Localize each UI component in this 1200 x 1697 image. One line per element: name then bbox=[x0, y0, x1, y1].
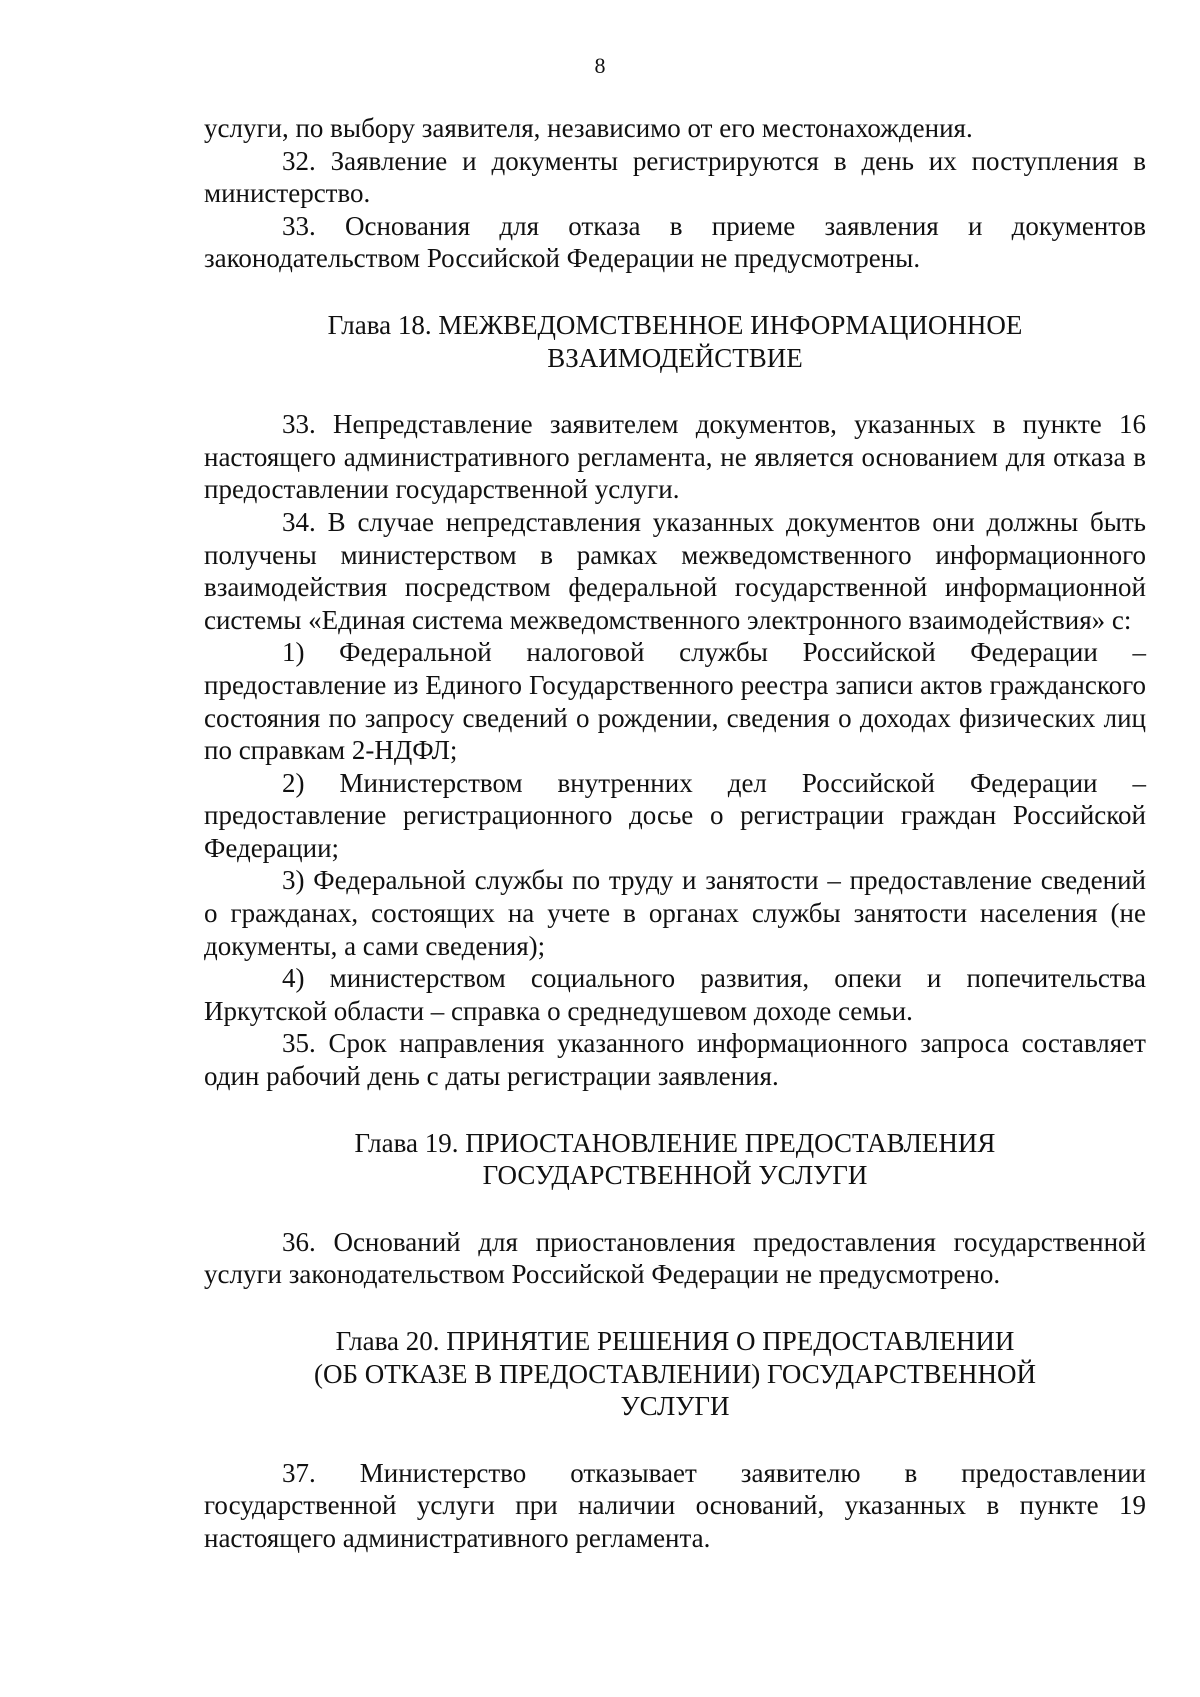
paragraph: 4) министерством социального развития, опеки и попечительства Иркутской области – справка о среднедушевом доходе семьи. bbox=[204, 963, 1146, 1026]
paragraph: услуги, по выбору заявителя, независимо от его местонахождения. bbox=[204, 113, 973, 143]
paragraph: 34. В случае непредставления указанных документов они должны быть получены министерством в рамках межведомственного информационного взаимодействия посредством федеральной государственной информационной системы «Единая система межведомственного электронного взаимодействия» с: bbox=[204, 506, 1146, 635]
chapter-heading-line: (ОБ ОТКАЗЕ В ПРЕДОСТАВЛЕНИИ) ГОСУДАРСТВЕННОЙ bbox=[313, 1358, 1037, 1389]
document-body bbox=[204, 112, 1146, 1555]
paragraph: 35. Срок направления указанного информационного запроса составляет один рабочий день с даты регистрации заявления. bbox=[204, 1028, 1146, 1092]
page-number: 8 bbox=[594, 53, 606, 78]
paragraph: 1) Федеральной налоговой службы Российской Федерации – предоставление из Единого Государственного реестра записи актов гражданского состояния по запросу сведений о рождении, сведения о доходах физических лиц по справкам 2-НДФЛ; bbox=[204, 637, 1146, 766]
chapter-heading-line: Глава 18. МЕЖВЕДОМСТВЕННОЕ ИНФОРМАЦИОННОЕ bbox=[327, 309, 1023, 340]
chapter-heading-line: Глава 20. ПРИНЯТИЕ РЕШЕНИЯ О ПРЕДОСТАВЛЕНИИ bbox=[335, 1326, 1015, 1356]
chapter-heading-line: УСЛУГИ bbox=[620, 1391, 730, 1422]
paragraph: 37. Министерство отказывает заявителю в предоставлении государственной услуги при наличии оснований, указанных в пункте 19 настоящего административного регламента. bbox=[204, 1457, 1146, 1553]
chapter-heading bbox=[204, 1325, 1146, 1423]
paragraph: 33. Основания для отказа в приеме заявления и документов законодательством Российской Федерации не предусмотрены. bbox=[204, 210, 1146, 274]
paragraph: 36. Оснований для приостановления предоставления государственной услуги законодательством Российской Федерации не предусмотрено. bbox=[204, 1226, 1146, 1290]
chapter-heading bbox=[204, 309, 1146, 374]
chapter-heading-line: Глава 19. ПРИОСТАНОВЛЕНИЕ ПРЕДОСТАВЛЕНИЯ bbox=[354, 1127, 996, 1158]
paragraph: 3) Федеральной службы по труду и занятости – предоставление сведений о гражданах, состоящих на учете в органах службы занятости населения (не документы, а сами сведения); bbox=[204, 865, 1146, 961]
chapter-heading bbox=[204, 1127, 1146, 1192]
paragraph: 32. Заявление и документы регистрируются в день их поступления в министерство. bbox=[204, 145, 1146, 209]
paragraph: 33. Непредставление заявителем документов, указанных в пункте 16 настоящего административного регламента, не является основанием для отказа в предоставлении государственной услуги. bbox=[204, 409, 1146, 505]
chapter-heading-line: ВЗАИМОДЕЙСТВИЕ bbox=[547, 342, 803, 373]
paragraph: 2) Министерством внутренних дел Российской Федерации – предоставление регистрационного досье о регистрации граждан Российской Федерации; bbox=[204, 767, 1146, 863]
chapter-heading-line: ГОСУДАРСТВЕННОЙ УСЛУГИ bbox=[482, 1160, 868, 1191]
